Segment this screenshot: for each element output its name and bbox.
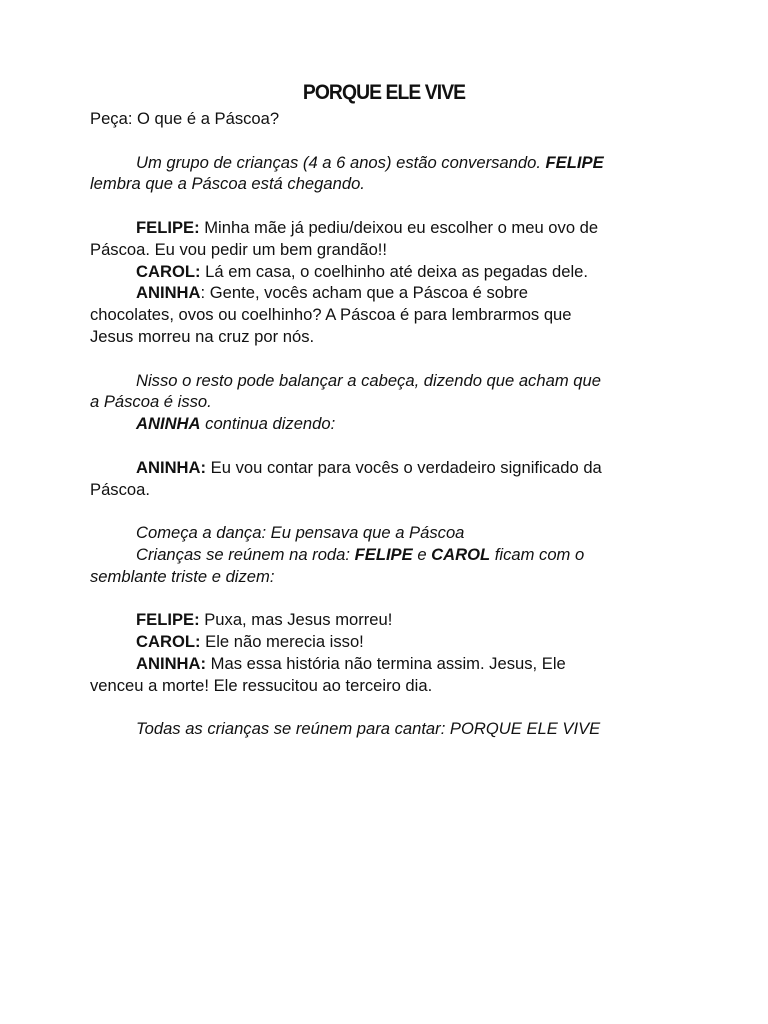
character-name-aninha: ANINHA: (136, 457, 207, 477)
dialogue-aninha-2 (90, 457, 690, 479)
stage-direction-1-cont: a Páscoa é isso. (90, 392, 212, 412)
stage-direction-4 (90, 544, 690, 566)
character-name-felipe: FELIPE: (136, 610, 200, 630)
document-body (90, 108, 690, 740)
character-name-aninha: ANINHA (136, 414, 201, 434)
dialogue-aninha-1-cont-a: chocolates, ovos ou coelhinho? A Páscoa é para lembrarmos que (90, 305, 572, 325)
intro-line-1 (90, 152, 690, 174)
dialogue-text: Ele não merecia isso! (200, 632, 364, 652)
intro-text: Um grupo de crianças (4 a 6 anos) estão conversando. (136, 152, 546, 172)
dialogue-text: Eu vou contar para vocês o verdadeiro significado da (206, 457, 602, 477)
character-name-aninha: ANINHA (136, 283, 201, 303)
character-name-felipe: FELIPE (354, 544, 413, 564)
character-name-felipe: FELIPE (545, 152, 604, 172)
dialogue-aninha-1-cont-b: Jesus morreu na cruz por nós. (90, 326, 315, 346)
character-name-aninha: ANINHA: (136, 653, 207, 673)
intro-line-2: lembra que a Páscoa está chegando. (90, 174, 365, 194)
stage-direction-3: Começa a dança: Eu pensava que a Páscoa (136, 523, 465, 543)
dialogue-text: Mas essa história não termina assim. Jesus, Ele (206, 653, 566, 673)
dialogue-text: Minha mãe já pediu/deixou eu escolher o meu ovo de (199, 217, 599, 237)
dialogue-felipe-1-cont: Páscoa. Eu vou pedir um bem grandão!! (90, 239, 388, 259)
peca-label: Peça: O que é a Páscoa? (90, 109, 280, 128)
stage-direction-1: Nisso o resto pode balançar a cabeça, dizendo que acham que (136, 370, 601, 390)
dialogue-felipe-2 (90, 609, 690, 631)
stage-text: ficam com o (490, 544, 585, 564)
dialogue-felipe-1 (90, 217, 690, 239)
stage-direction-2 (90, 413, 690, 435)
character-name-felipe: FELIPE: (136, 217, 200, 237)
page-title: PORQUE ELE VIVE (302, 81, 466, 104)
character-name-carol: CAROL: (136, 261, 201, 281)
dialogue-text: : Gente, vocês acham que a Páscoa é sobre (200, 283, 528, 303)
dialogue-aninha-1 (90, 282, 690, 304)
character-name-carol: CAROL (431, 544, 491, 564)
dialogue-aninha-3-cont: venceu a morte! Ele ressucitou ao terceiro dia. (90, 675, 433, 695)
dialogue-aninha-3 (90, 653, 690, 675)
dialogue-text: Lá em casa, o coelhinho até deixa as pegadas dele. (200, 261, 588, 281)
stage-direction-4-cont: semblante triste e dizem: (90, 566, 275, 586)
character-name-carol: CAROL: (136, 632, 201, 652)
stage-text: e (412, 544, 432, 564)
dialogue-carol-2 (90, 631, 690, 653)
dialogue-text: Puxa, mas Jesus morreu! (199, 610, 393, 630)
dialogue-carol-1 (90, 261, 690, 283)
closing-direction: Todas as crianças se reúnem para cantar: PORQUE ELE VIVE (136, 719, 601, 739)
dialogue-aninha-2-cont: Páscoa. (90, 479, 150, 499)
stage-text: Crianças se reúnem na roda: (136, 544, 355, 564)
stage-text: continua dizendo: (200, 414, 336, 434)
